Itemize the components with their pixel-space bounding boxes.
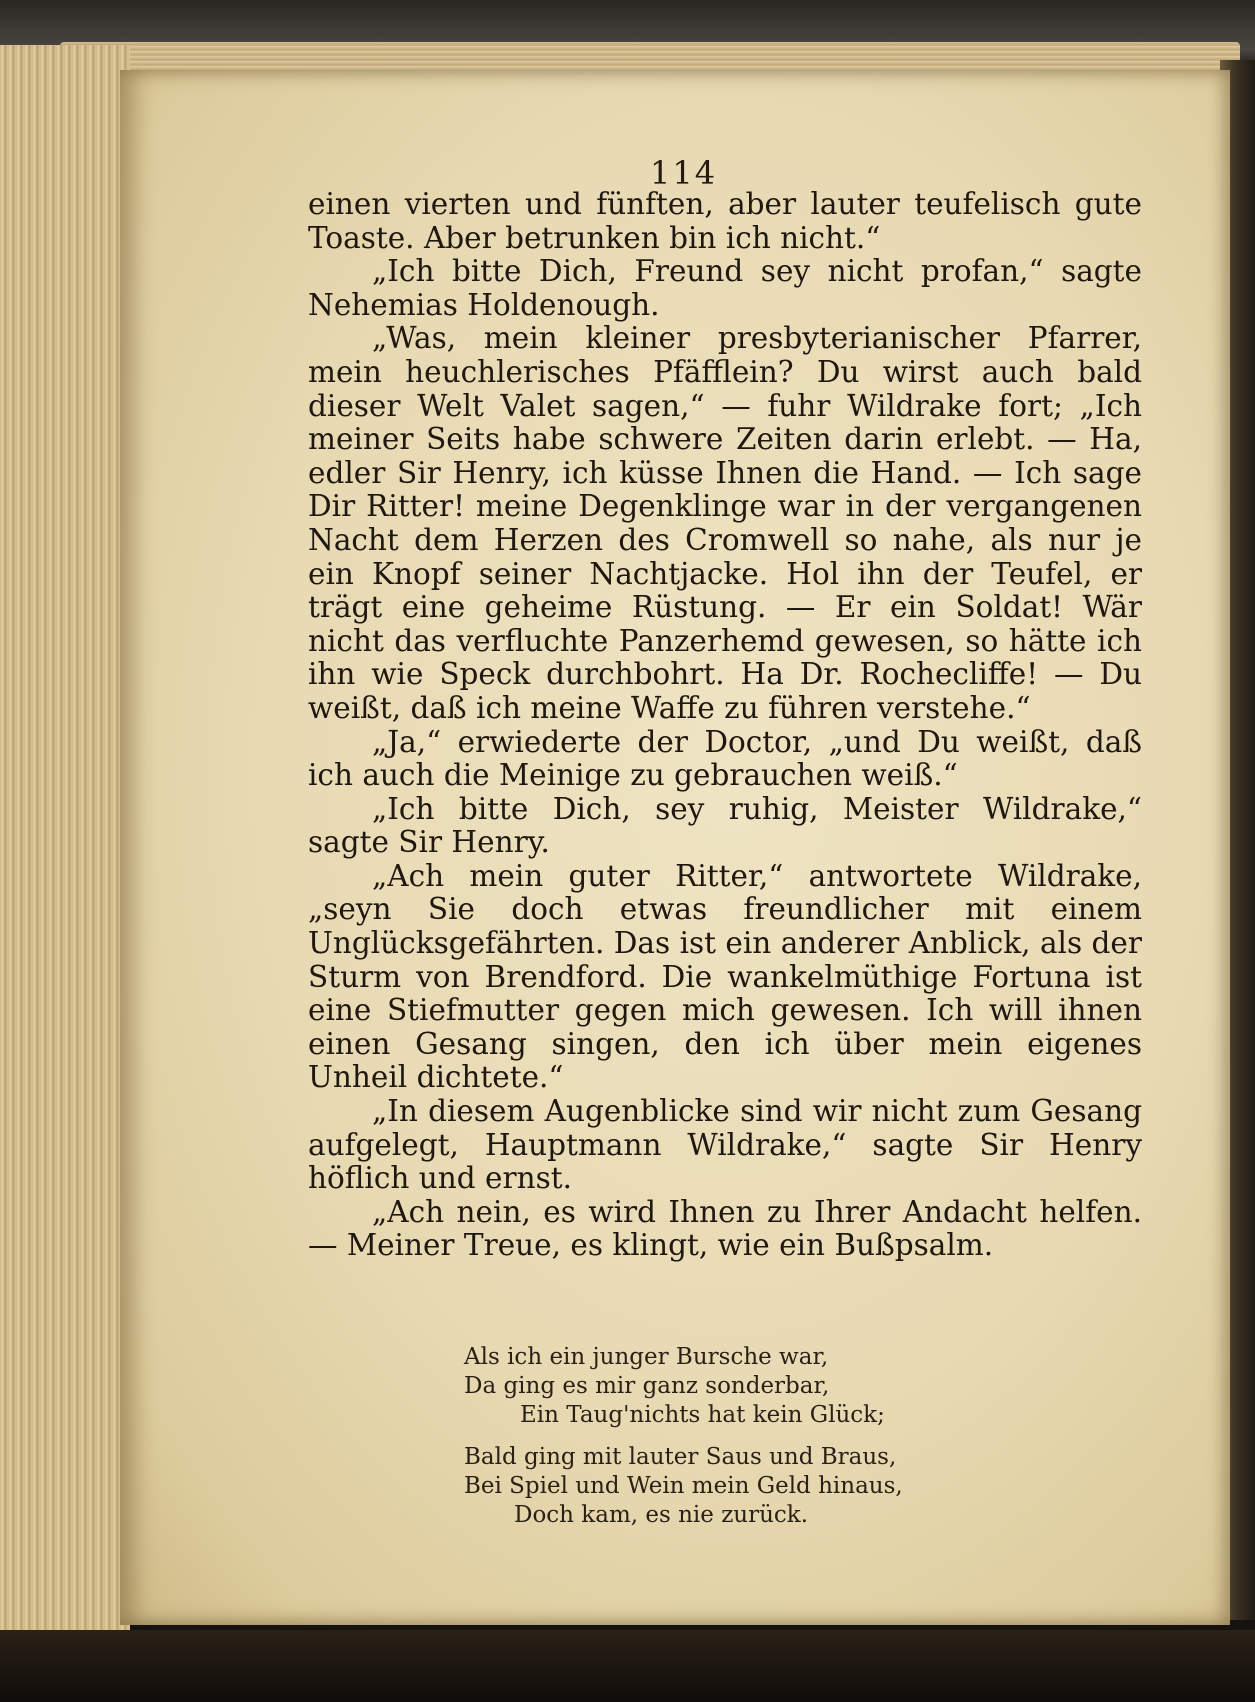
- verse-stanza: [460, 1343, 1120, 1430]
- paragraph: „Ach nein, es wird Ihnen zu Ihrer Andacht helfen. — Meiner Treue, es klingt, wie ein Bußpsalm.: [308, 1194, 1142, 1263]
- paragraph: „Was, mein kleiner presbyterianischer Pfarrer, mein heuchlerisches Pfäfflein? Du wirst auch bald dieser Welt Valet sagen,“ — fuhr Wildrake fort; „Ich meiner Seits habe schwere Zeiten darin erlebt. — Ha, edler Sir Henry, ich küsse Ihnen die Hand. — Ich sage Dir Ritter! meine Degenklinge war in der vergangenen Nacht dem Herzen des Cromwell so nahe, als nur je ein Knopf seiner Nachtjacke. Hol ihn der Teufel, er trägt eine geheime Rüstung. — Er ein Soldat! Wär nicht das verfluchte Panzerhemd gewesen, so hätte ich ihn wie Speck durchbohrt. Ha Dr. Rochecliffe! — Du weißt, daß ich meine Waffe zu führen verstehe.“: [308, 321, 1142, 725]
- verse-line: Ein Taug'nichts hat kein Glück;: [520, 1402, 885, 1428]
- verse-line: Bald ging mit lauter Saus und Braus,: [464, 1444, 897, 1470]
- song-verse: [460, 1343, 1120, 1543]
- verse-line: Als ich ein junger Bursche war,: [464, 1344, 829, 1370]
- verse-line: Bei Spiel und Wein mein Geld hinaus,: [464, 1473, 903, 1499]
- paragraph: „In diesem Augenblicke sind wir nicht zum Gesang aufgelegt, Hauptmann Wildrake,“ sagte Sir Henry höflich und ernst.: [308, 1094, 1142, 1196]
- book-page-edges-left: [0, 45, 130, 1630]
- paragraph: „Ach mein guter Ritter,“ antwortete Wildrake, „seyn Sie doch etwas freundlicher mit einem Unglücksgefährten. Das ist ein anderer Anblick, als der Sturm von Brendford. Die wankelmüthige Fortuna ist eine Stiefmutter gegen mich gewesen. Ich will ihnen einen Gesang singen, den ich über mein eigenes Unheil dichtete.“: [308, 858, 1142, 1095]
- paragraph: einen vierten und fünften, aber lauter teufelisch gute Toaste. Aber betrunken bin ich nicht.“: [308, 187, 1142, 255]
- verse-line: Doch kam, es nie zurück.: [514, 1502, 809, 1528]
- verse-line: Da ging es mir ganz sonderbar,: [464, 1373, 830, 1399]
- paragraph: „Ich bitte Dich, sey ruhig, Meister Wildrake,“ sagte Sir Henry.: [308, 791, 1142, 860]
- paragraph: „Ich bitte Dich, Freund sey nicht profan,“ sagte Nehemias Holdenough.: [308, 254, 1142, 322]
- verse-stanza: [460, 1443, 1120, 1530]
- body-text: [308, 188, 1142, 1263]
- paragraph: „Ja,“ erwiederte der Doctor, „und Du weißt, daß ich auch die Meinige zu gebrauchen weiß.“: [308, 724, 1142, 793]
- scan-background-bottom: [0, 1630, 1255, 1702]
- page-number: 114: [650, 154, 718, 192]
